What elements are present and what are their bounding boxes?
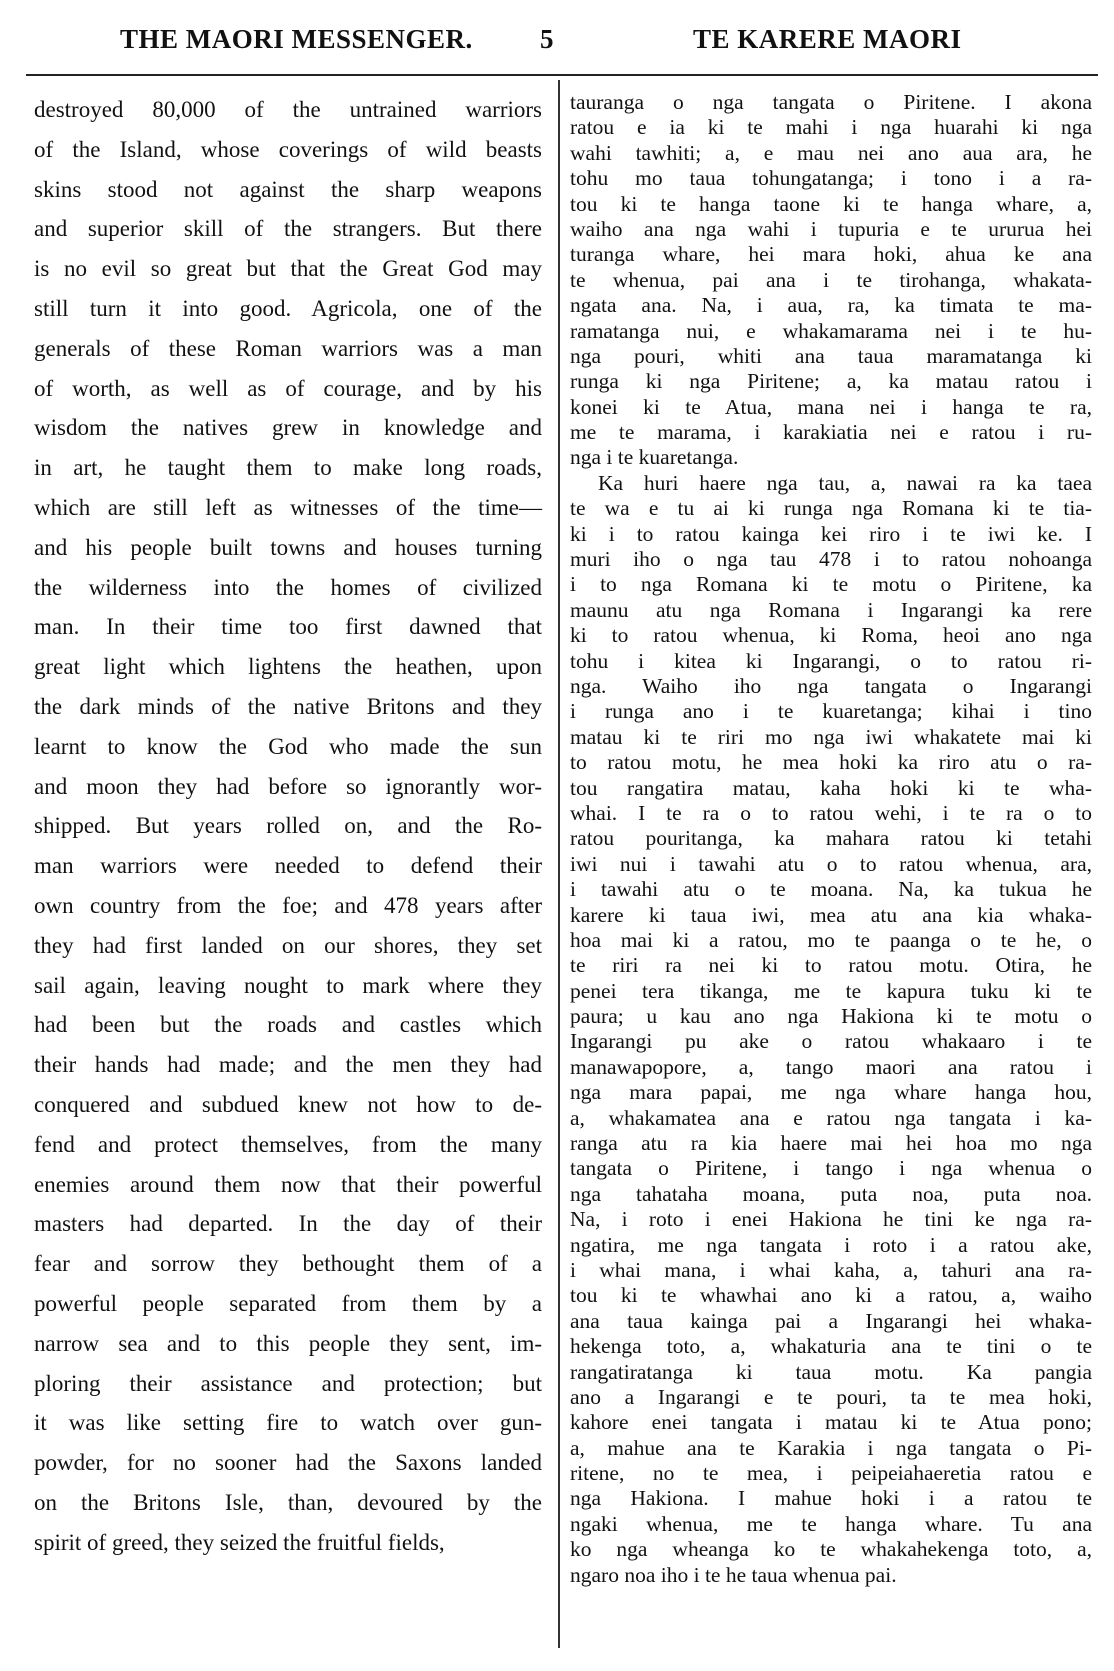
- text-line: to ratou motu, he mea hoki ka riro atu o ra-: [570, 750, 1092, 775]
- text-line: tou rangatira matau, kaha hoki ki te wha-: [570, 775, 1092, 800]
- text-line: destroyed 80,000 of the untrained warriors: [34, 97, 542, 122]
- text-line: nga pouri, whiti ana taua maramatanga ki: [570, 343, 1092, 368]
- text-line: man warriors were needed to defend their: [34, 853, 542, 879]
- page-header: [0, 14, 1114, 58]
- text-line: had been but the roads and castles which: [34, 1012, 542, 1038]
- text-line: tou ki te hanga taone ki te hanga whare, a,: [570, 191, 1092, 216]
- text-line: ratou e ia ki te mahi i nga huarahi ki nga: [570, 115, 1092, 140]
- text-line: generals of these Roman warriors was a man: [34, 335, 542, 361]
- text-line: ano a Ingarangi e te pouri, ta te mea hoki,: [570, 1384, 1092, 1409]
- text-line: nga mara papai, me nga whare hanga hou,: [570, 1080, 1092, 1105]
- text-line: spirit of greed, they seized the fruitful fields,: [34, 1529, 445, 1555]
- text-line: own country from the foe; and 478 years after: [34, 892, 542, 918]
- text-line: i whai mana, i whai kaha, a, tahuri ana ra-: [570, 1257, 1092, 1282]
- text-line: runga ki nga Piritene; a, ka matau ratou i: [570, 369, 1092, 394]
- text-line: skins stood not against the sharp weapons: [34, 176, 542, 202]
- text-line: ploring their assistance and protection; but: [34, 1370, 542, 1396]
- text-line: enemies around them now that their powerful: [34, 1171, 542, 1197]
- text-line: in art, he taught them to make long roads,: [34, 455, 542, 481]
- text-line: a, whakamatea ana e ratou nga tangata i ka-: [570, 1105, 1092, 1130]
- text-line: tangata o Piritene, i tango i nga whenua o: [570, 1156, 1092, 1181]
- text-line: rangatiratanga ki taua motu. Ka pangia: [570, 1359, 1092, 1384]
- text-line: ngaro noa iho i te he taua whenua pai.: [570, 1562, 897, 1587]
- text-line: which are still left as witnesses of the time—: [34, 494, 542, 520]
- text-line: i tawahi atu o te moana. Na, ka tukua he: [570, 877, 1092, 902]
- text-line: Ingarangi pu ake o ratou whakaaro i te: [570, 1029, 1092, 1054]
- text-line: fend and protect themselves, from the many: [34, 1131, 542, 1157]
- text-line: te wa e tu ai ki runga nga Romana ki te tia-: [570, 496, 1092, 521]
- text-line: powder, for no sooner had the Saxons landed: [34, 1450, 542, 1476]
- text-line: learnt to know the God who made the sun: [34, 733, 542, 759]
- text-line: ranga atu ra kia haere mai hei hoa mo nga: [570, 1131, 1092, 1156]
- text-line: iwi nui i tawahi atu o to ratou whenua, ara,: [570, 851, 1092, 876]
- text-line: tohu i kitea ki Ingarangi, o to ratou ri-: [570, 648, 1092, 673]
- text-line: muri iho o nga tau 478 i to ratou nohoanga: [570, 547, 1092, 572]
- header-rule: [26, 74, 1098, 76]
- text-line: of the Island, whose coverings of wild beasts: [34, 136, 542, 162]
- text-line: of worth, as well as of courage, and by his: [34, 375, 542, 401]
- text-line: great light which lightens the heathen, upon: [34, 654, 542, 680]
- text-line: me te marama, i karakiatia nei e ratou i ru-: [570, 420, 1092, 445]
- text-line: they had first landed on our shores, they set: [34, 932, 542, 958]
- header-english-title: THE MAORI MESSENGER.: [120, 24, 473, 54]
- text-line: turanga whare, hei mara hoki, ahua ke ana: [570, 242, 1092, 267]
- text-line: ramatanga nui, e whakamarama nei i te hu-: [570, 318, 1092, 343]
- text-line: paura; u kau ano nga Hakiona ki te motu o: [570, 1004, 1092, 1029]
- text-line: powerful people separated from them by a: [34, 1290, 542, 1316]
- text-line: te whenua, pai ana i te tirohanga, whakata-: [570, 267, 1092, 292]
- text-line: wahi tawhiti; a, e mau nei ano aua ara, he: [570, 140, 1092, 165]
- text-line: is no evil so great but that the Great God may: [34, 256, 542, 282]
- text-line: nga i te kuaretanga.: [570, 445, 739, 470]
- text-line: whai. I te ra o to ratou wehi, i te ra o to: [570, 800, 1092, 825]
- text-line: ana taua kainga pai a Ingarangi hei whaka-: [570, 1308, 1092, 1333]
- text-line: on the Britons Isle, than, devoured by the: [34, 1489, 542, 1515]
- text-line: and superior skill of the strangers. But there: [34, 216, 542, 242]
- text-line: hoa mai ki a ratou, mo te paanga o te he, o: [570, 927, 1092, 952]
- text-line: still turn it into good. Agricola, one of the: [34, 295, 542, 321]
- text-line: ngata ana. Na, i aua, ra, ka timata te ma-: [570, 293, 1092, 318]
- text-line: ratou pouritanga, ka mahara ratou ki tetahi: [570, 826, 1092, 851]
- text-line: tou ki te whawhai ano ki a ratou, a, waiho: [570, 1283, 1092, 1308]
- text-line: konei ki te Atua, mana nei i hanga te ra,: [570, 394, 1092, 419]
- maori-column: [570, 90, 1092, 1588]
- text-line: shipped. But years rolled on, and the Ro-: [34, 813, 542, 839]
- text-line: tauranga o nga tangata o Piritene. I akona: [570, 90, 1092, 114]
- text-line: and moon they had before so ignorantly wor-: [34, 773, 542, 799]
- text-line: i to nga Romana ki te motu o Piritene, ka: [570, 572, 1092, 597]
- text-line: maunu atu nga Romana i Ingarangi ka rere: [570, 597, 1092, 622]
- text-line: and his people built towns and houses turning: [34, 534, 542, 560]
- text-line: ngatira, me nga tangata i roto i a ratou ake,: [570, 1232, 1092, 1257]
- text-line: Na, i roto i enei Hakiona he tini ke nga ra-: [570, 1207, 1092, 1232]
- text-line: karere ki taua iwi, mea atu ana kia whaka-: [570, 902, 1092, 927]
- text-line: fear and sorrow they bethought them of a: [34, 1251, 542, 1277]
- text-line: ritene, no te mea, i peipeiahaeretia ratou e: [570, 1461, 1092, 1486]
- text-line: conquered and subdued knew not how to de-: [34, 1091, 542, 1117]
- text-line: matau ki te riri mo nga iwi whakatete mai ki: [570, 724, 1092, 749]
- text-line: man. In their time too first dawned that: [34, 614, 542, 640]
- text-line: i runga ano i te kuaretanga; kihai i tino: [570, 699, 1092, 724]
- text-line: sail again, leaving nought to mark where they: [34, 972, 542, 998]
- text-line: the wilderness into the homes of civilized: [34, 574, 542, 600]
- column-divider: [558, 80, 560, 1648]
- text-line: manawapopore, a, tango maori ana ratou i: [570, 1054, 1092, 1079]
- text-line: wisdom the natives grew in knowledge and: [34, 415, 542, 441]
- header-maori-title: TE KARERE MAORI: [693, 24, 962, 54]
- text-line: kahore enei tangata i matau ki te Atua pono;: [570, 1410, 1092, 1435]
- text-line: nga Hakiona. I mahue hoki i a ratou te: [570, 1486, 1092, 1511]
- text-line: ko nga wheanga ko te whakahekenga toto, a,: [570, 1537, 1092, 1562]
- text-line: their hands had made; and the men they had: [34, 1052, 542, 1078]
- text-line: te riri ra nei ki to ratou motu. Otira, he: [570, 953, 1092, 978]
- text-line: nga. Waiho iho nga tangata o Ingarangi: [570, 673, 1092, 698]
- text-line: nga tahataha moana, puta noa, puta noa.: [570, 1181, 1092, 1206]
- page-number: 5: [540, 24, 554, 54]
- text-line: penei tera tikanga, me te kapura tuku ki te: [570, 978, 1092, 1003]
- text-line: ki i to ratou kainga kei riro i te iwi ke. I: [570, 521, 1092, 546]
- text-line: hekenga toto, a, whakaturia ana te tini o te: [570, 1334, 1092, 1359]
- text-line: ngaki whenua, me te hanga whare. Tu ana: [570, 1511, 1092, 1536]
- text-line: the dark minds of the native Britons and they: [34, 693, 542, 719]
- text-line: ki to ratou whenua, ki Roma, heoi ano nga: [570, 623, 1092, 648]
- english-column: [34, 90, 542, 1562]
- text-line: Ka huri haere nga tau, a, nawai ra ka taea: [598, 470, 1092, 495]
- text-line: a, mahue ana te Karakia i nga tangata o Pi-: [570, 1435, 1092, 1460]
- text-line: tohu mo taua tohungatanga; i tono i a ra-: [570, 166, 1092, 191]
- text-line: waiho ana nga wahi i tupuria e te ururua hei: [570, 216, 1092, 241]
- text-line: masters had departed. In the day of their: [34, 1211, 542, 1237]
- text-line: it was like setting fire to watch over gun-: [34, 1410, 542, 1436]
- text-line: narrow sea and to this people they sent, im-: [34, 1330, 542, 1356]
